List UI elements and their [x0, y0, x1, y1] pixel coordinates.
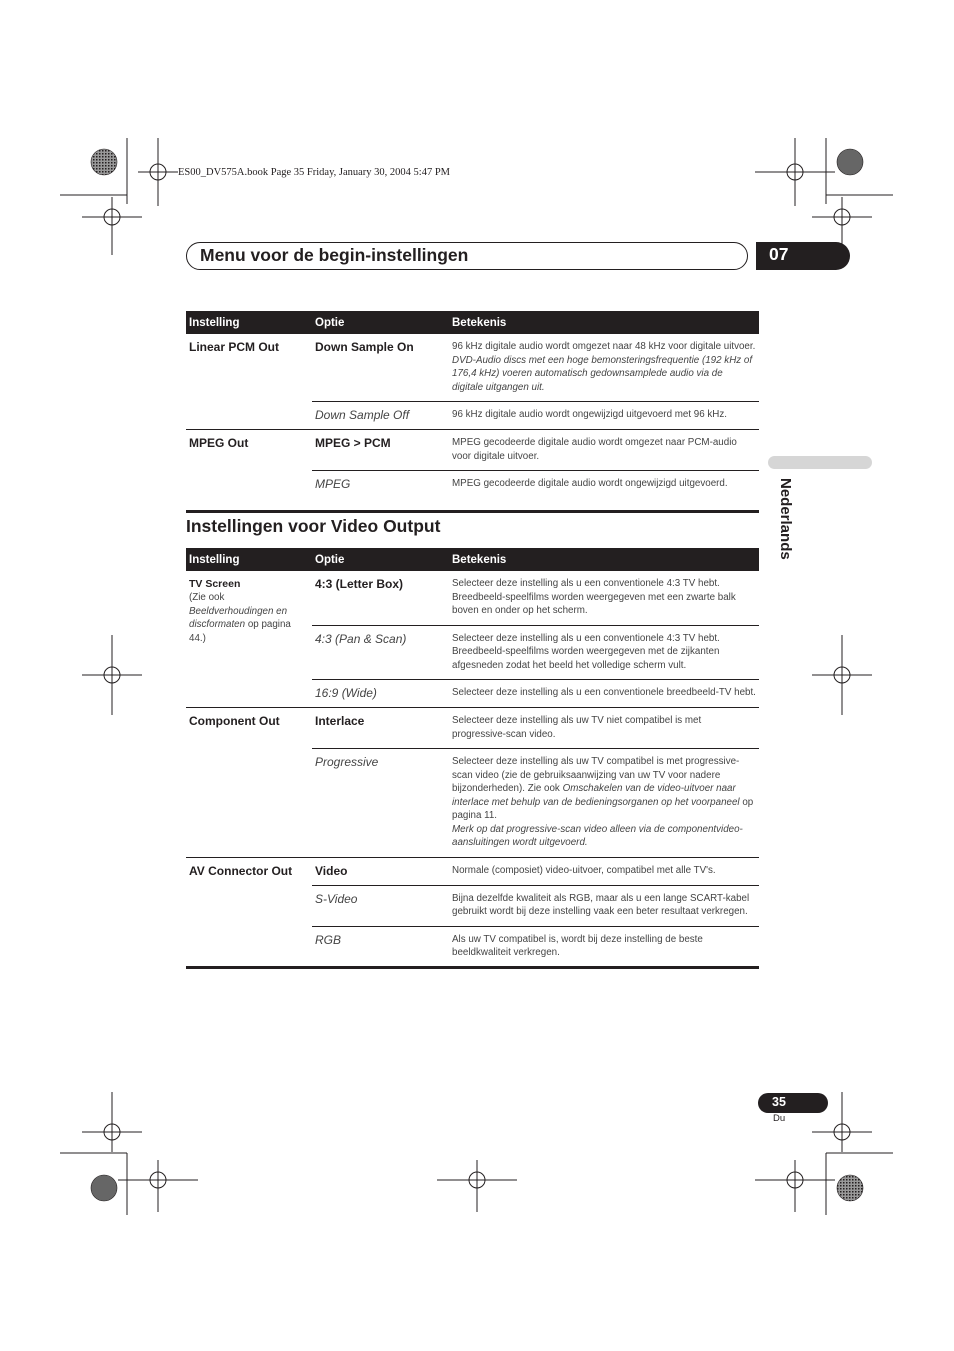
meaning-down-sample-on	[449, 334, 759, 402]
print-header: ES00_DV575A.book Page 35 Friday, January 30, 2004 5:47 PM	[178, 167, 451, 178]
option-mpeg: MPEG	[312, 471, 449, 499]
setting-mpeg-out: MPEG Out	[186, 430, 312, 499]
option-mpeg-pcm: MPEG > PCM	[312, 430, 449, 471]
option-progressive: Progressive	[312, 749, 449, 858]
chapter-number: 07	[756, 242, 850, 270]
language-tab-bar	[768, 456, 872, 469]
meaning-interlace: Selecteer deze instelling als uw TV niet compatibel is met progressive-scan video.	[449, 708, 759, 749]
table-row	[186, 334, 759, 402]
meaning-reference: Omschakelen van de video-uitvoer naar interlace met behulp van de bedieningsorganen op het voorpaneel	[452, 783, 740, 808]
meaning-mpeg: MPEG gecodeerde digitale audio wordt ongewijzigd uitgevoerd.	[449, 471, 759, 499]
option-s-video: S-Video	[312, 885, 449, 926]
option-wide: 16:9 (Wide)	[312, 680, 449, 708]
chapter-title-bar	[186, 242, 748, 270]
note-suffix: op pagina 44.)	[189, 619, 291, 644]
meaning-down-sample-off: 96 kHz digitale audio wordt ongewijzigd uitgevoerd met 96 kHz.	[449, 402, 759, 430]
page-number: 35	[758, 1093, 828, 1113]
meaning-text: Selecteer deze instelling als uw TV compatibel is met progressive-scan video (zie de gebruiksaanwijzing van uw TV voor nadere bijzonderheden). Zie ook	[452, 756, 740, 794]
audio-settings-table	[186, 311, 759, 498]
table-bottom-rule	[186, 966, 759, 969]
table-header-row	[186, 548, 759, 571]
video-settings-table	[186, 548, 759, 967]
language-tab	[770, 478, 800, 588]
column-header-meaning: Betekenis	[449, 548, 759, 571]
column-header-setting: Instelling	[186, 548, 312, 571]
table-row	[186, 430, 759, 471]
meaning-s-video: Bijna dezelfde kwaliteit als RGB, maar als u een lange SCART-kabel gebruikt wordt bij deze instelling vaak een beter resultaat verkregen.	[449, 885, 759, 926]
option-pan-scan: 4:3 (Pan & Scan)	[312, 625, 449, 680]
option-video: Video	[312, 857, 449, 885]
column-header-meaning: Betekenis	[449, 311, 759, 334]
option-rgb: RGB	[312, 926, 449, 967]
meaning-text: op pagina 11.	[452, 796, 754, 821]
option-interlace: Interlace	[312, 708, 449, 749]
meaning-note: DVD-Audio discs met een hoge bemonsteringsfrequentie (192 kHz of 176,4 kHz) voeren automatisch gedownsamplede audio via de digitale uitgangen uit.	[452, 354, 753, 393]
language-tab-label: Nederlands	[777, 478, 794, 560]
meaning-pan-scan: Selecteer deze instelling als u een conventionele 4:3 TV hebt. Breedbeeld-speelfilms worden weergegeven met de zijkanten afgesneden zodat het beeld het volledige scherm vult.	[449, 625, 759, 680]
table-row	[186, 708, 759, 749]
meaning-wide: Selecteer deze instelling als u een conventionele breedbeeld-TV hebt.	[449, 680, 759, 708]
setting-tv-screen-label: TV Screen	[189, 578, 241, 590]
page-language-code: Du	[773, 1113, 786, 1124]
option-letter-box: 4:3 (Letter Box)	[315, 577, 404, 591]
meaning-note: Merk op dat progressive-scan video alleen via de componentvideo-aansluitingen wordt uitgevoerd.	[452, 823, 743, 848]
setting-av-connector-out: AV Connector Out	[186, 857, 312, 967]
table-header-row	[186, 311, 759, 334]
column-header-setting: Instelling	[186, 311, 312, 334]
table-bottom-rule	[186, 510, 759, 513]
meaning-video: Normale (composiet) video-uitvoer, compatibel met alle TV's.	[449, 857, 759, 885]
note-prefix: (Zie ook	[189, 592, 225, 603]
column-header-option: Optie	[312, 311, 449, 334]
option-down-sample-on: Down Sample On	[315, 340, 414, 354]
note-reference: Beeldverhoudingen en discformaten	[189, 605, 288, 630]
meaning-text: 96 kHz digitale audio wordt omgezet naar 48 kHz voor digitale uitvoer.	[452, 341, 756, 352]
meaning-mpeg-pcm: MPEG gecodeerde digitale audio wordt omgezet naar PCM-audio voor digitale uitvoer.	[449, 430, 759, 471]
meaning-progressive	[449, 749, 759, 858]
setting-linear-pcm-out: Linear PCM Out	[189, 340, 280, 354]
setting-tv-screen-note	[189, 591, 309, 645]
table-row	[186, 571, 759, 625]
setting-component-out: Component Out	[186, 708, 312, 858]
setting-tv-screen	[186, 571, 312, 708]
meaning-rgb: Als uw TV compatibel is, wordt bij deze instelling de beste beeldkwaliteit verkregen.	[449, 926, 759, 967]
chapter-title: Menu voor de begin-instellingen	[200, 245, 469, 265]
section-title: Instellingen voor Video Output	[186, 516, 441, 536]
meaning-letter-box: Selecteer deze instelling als u een conventionele 4:3 TV hebt. Breedbeeld-speelfilms worden weergegeven met een zwarte balk boven en onder op het scherm.	[452, 578, 736, 616]
column-header-option: Optie	[312, 548, 449, 571]
option-down-sample-off: Down Sample Off	[312, 402, 449, 430]
table-row	[186, 857, 759, 885]
